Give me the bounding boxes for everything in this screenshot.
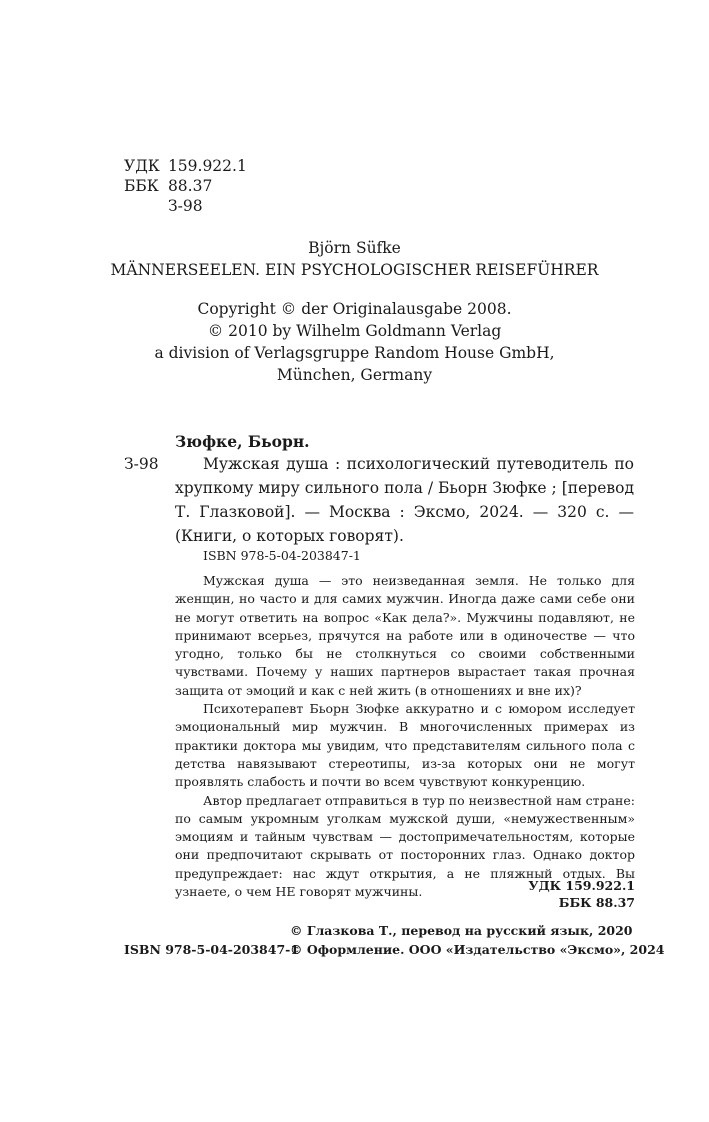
copyright-line: München, Germany xyxy=(276,366,433,384)
original-title-block xyxy=(0,237,709,281)
bbk-line xyxy=(124,176,212,196)
udk-value: 159.922.1 xyxy=(167,157,247,175)
copyright-line: © 2010 by Wilhelm Goldmann Verlag xyxy=(207,322,502,340)
copyright-line: Copyright © der Originalausgabe 2008. xyxy=(197,300,512,318)
footer-bbk: ББК 88.37 xyxy=(558,895,635,910)
original-author: Björn Süfke xyxy=(308,239,401,257)
author-sign: З-98 xyxy=(167,197,203,215)
footer-isbn: ISBN 978-5-04-203847-1 xyxy=(124,942,300,957)
annotation-paragraph: Автор предлагает отправиться в тур по неизвестной нам стране: по самым укромным уголкам мужской души, «немужественным» эмоциям и тайным чувствам — достопримечательностям, которые они предпочитают скрывать от посторонних глаз. Однако доктор предупреждает: нас ждут открытия, а не пляжный отдых. Вы узнаете, о чем НЕ говорят мужчины. xyxy=(175,792,635,900)
copyright-design: © Оформление. ООО «Издательство «Эксмо», 2024 xyxy=(290,942,665,957)
record-description: Мужская душа : психологический путеводитель по хрупкому миру сильного пола / Бьорн Зюфке ; [перевод Т. Глазковой]. — Москва : Эксмо, 2024. — 320 с. — (Книги, о которых говорят). xyxy=(175,455,634,545)
footer-codes xyxy=(520,877,635,911)
udk-line xyxy=(124,156,247,176)
copyright-line: a division of Verlagsgruppe Random House GmbH, xyxy=(154,344,555,362)
record-isbn: ISBN 978-5-04-203847-1 xyxy=(203,548,361,563)
copyright-translation: © Глазкова Т., перевод на русский язык, 2020 xyxy=(290,923,633,938)
bbk-value: 88.37 xyxy=(167,177,213,195)
footer-udk: УДК 159.922.1 xyxy=(528,878,635,893)
annotation-paragraph: Психотерапевт Бьорн Зюфке аккуратно и с юмором исследует эмоциональный мир мужчин. В многочисленных примерах из практики доктора мы увидим, что представителям сильного пола с детства навязывают стереотипы, из-за которых они не могут проявлять слабость и почти во всем чувствуют конкуренцию. xyxy=(175,701,635,790)
footer-copyrights xyxy=(290,921,664,959)
author-sign-line xyxy=(124,196,203,216)
bbk-label: ББК xyxy=(124,177,159,195)
annotation-paragraph: Мужская душа — это неизведанная земля. Не только для женщин, но часто и для самих мужчин. Иногда даже сами себе они не могут ответить на вопрос «Как дела?». Мужчины подавляют, не принимают всерьез, прячутся на работе или в одиночестве — что угодно, только бы не столкнуться со своими собственными чувствами. Почему у наших партнеров вырастает такая прочная защита от эмоций и как с ней жить (в отношениях и вне их)? xyxy=(175,573,635,698)
udk-label: УДК xyxy=(124,157,160,175)
record-sign: З-98 xyxy=(124,455,159,473)
original-copyright-block xyxy=(0,298,709,386)
original-title: MÄNNERSEELEN. EIN PSYCHOLOGISCHER REISEFÜHRER xyxy=(110,261,599,279)
record-author-heading: Зюфке, Бьорн. xyxy=(175,432,310,451)
annotation xyxy=(175,572,635,901)
